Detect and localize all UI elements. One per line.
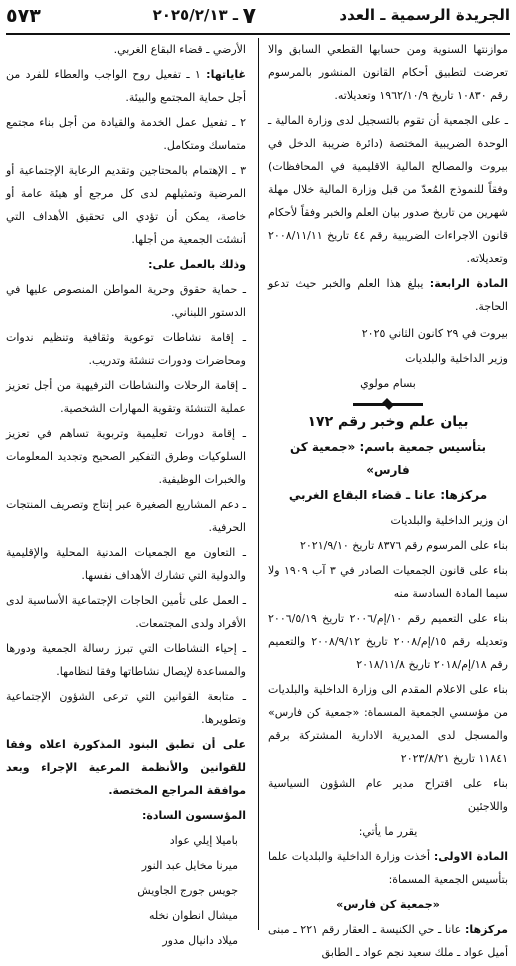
minister-title: وزير الداخلية والبلديات: [405, 352, 508, 365]
page-number: ٥٧٣: [6, 5, 41, 27]
article-text: يبلغ هذا العلم والخبر حيث تدعو الحاجة.: [268, 277, 508, 313]
paragraph: بناء على المرسوم رقم ٨٣٧٦ تاريخ ٢٠٢١/٩/١٠: [299, 539, 508, 552]
founder-name: ميشال انطوان نخله: [148, 909, 238, 922]
goal-item: ١ ـ تفعيل روح الواجب والعطاء للفرد من أجل حماية المجتمع والبيئة.: [6, 68, 246, 104]
goals-label: غاياتها:: [206, 68, 246, 81]
minister-signature: بسام مولوي: [360, 377, 416, 390]
method-item: ـ حماية حقوق وحرية المواطن المنصوص عليها في الدستور اللبناني.: [6, 283, 246, 319]
closing-statement: على أن تطبق البنود المذكورة اعلاه وفقا للقوانين والأنظمة المرعية الإجراء وبعد موافقة المراجع المختصة.: [6, 738, 246, 797]
page-header: [6, 4, 510, 34]
association-name: «جمعية كن فارس»: [336, 898, 440, 911]
method-item: ـ إقامة الرحلات والنشاطات الترفيهية من أجل تعزيز عملية التنشئة وتقوية المهارات الشخصية.: [6, 379, 246, 415]
column-divider: [258, 38, 259, 930]
method-item: ـ متابعة القوانين التي ترعى الشؤون الإجتماعية وتطويرها.: [6, 690, 246, 726]
founders-heading: المؤسسون السادة:: [141, 809, 246, 822]
article-text: أخذت وزارة الداخلية والبلديات علما بتأسيس الجمعية المسماة:: [268, 850, 508, 886]
article-label: المادة الرابعة:: [429, 277, 508, 290]
paragraph: ان وزير الداخلية والبلديات: [390, 514, 508, 527]
founder-name: ميلاد دانيال مدور: [162, 934, 238, 947]
paragraph: بناء على اقتراح مدير عام الشؤون السياسية واللاجئين: [268, 777, 508, 813]
method-item: ـ التعاون مع الجمعيات المدنية المحلية والإقليمية والدولية التي تشارك الأهداف نفسها.: [6, 546, 246, 582]
header-rule: [6, 33, 510, 35]
issue-date: ـ ٢٠٢٥/٢/١٣: [152, 6, 238, 24]
method-item: ـ إقامة دورات تعليمية وتربوية تساهم في تعزيز السلوكيات وطرق التفكير الصحيح وتجديد المعلومات والخبرات الوظيفية.: [6, 427, 246, 486]
notice-subtitle: مركزها: عانا ـ قضاء البقاع الغربي: [288, 488, 488, 502]
date-line: بيروت في ٢٩ كانون الثاني ٢٠٢٥: [361, 327, 508, 340]
section-separator: [353, 401, 423, 407]
method-item: ـ إقامة نشاطات توعوية وثقافية وتنظيم ندوات ومحاضرات ودورات تنشئة وتدريب.: [6, 331, 246, 367]
paragraph: الأرضي ـ قضاء البقاع الغربي.: [113, 43, 246, 56]
hq-label: مركزها:: [464, 923, 508, 936]
notice-title: بيان علم وخبر رقم ١٧٢: [307, 414, 469, 430]
hq-text: عانا ـ حي الكنيسة ـ العقار رقم ٢٢١ ـ مبنى أميل عواد ـ ملك سعيد نجم عواد ـ الطابق: [268, 923, 508, 959]
paragraph: موازنتها السنوية ومن حسابها القطعي السابق والا تعرضت لتطبيق أحكام القانون المنشور بالمرسوم رقم ١٠٨٣٠ تاريخ ١٩٦٢/١٠/٩ وتعديلاته.: [268, 43, 508, 102]
method-item: ـ إحياء النشاطات التي تبرز رسالة الجمعية ودورها والمساعدة لإيصال نشاطاتها وفقا لنظامها.: [6, 642, 246, 678]
right-column: [268, 38, 508, 966]
paragraph: بناء على التعميم رقم ١٠/إم/٢٠٠٦ تاريخ ٢٠٠٦/٥/١٩ وتعديله رقم ١٥/إم/٢٠٠٨ تاريخ ٢٠٠٨/٩/١٢ والتعميم رقم ١٨/إم/٢٠١٨ تاريخ ٢٠١٨/١١/٨: [268, 612, 508, 671]
article-label: المادة الاولى:: [433, 850, 508, 863]
left-column: [6, 38, 246, 954]
notice-subtitle: بتأسيس جمعية باسم: «جمعية كن فارس»: [289, 440, 487, 477]
article-4: [268, 272, 508, 318]
goal-item: ٢ ـ تفعيل عمل الخدمة والقيادة من أجل بناء مجتمع متماسك ومتكامل.: [6, 116, 246, 152]
founder-name: باميلا إيلي عواد: [169, 834, 238, 847]
decides-line: يقرر ما يأتي:: [358, 825, 418, 838]
goals: [6, 63, 246, 109]
paragraph: ـ على الجمعية أن تقوم بالتسجيل لدى وزارة المالية ـ الوحدة الضريبية المختصة (دائرة ضريبة الدخل في بيروت والمصالح المالية الاقليمية في المحافظات) وفقاً للنموذج المُعدّ من قبل وزارة المالية خلال مهلة شهرين من تاريخ صدور بيان العلم والخبر وفقاً لأحكام قانون الاجراءات الضريبية رقم ٤٤ تاريخ ٢٠٠٨/١١/١١ وتعديلاته.: [268, 114, 508, 265]
paragraph: بناء على الاعلام المقدم الى وزارة الداخلية والبلديات من مؤسسي الجمعية المسماة: «جمعية كن فارس» والمسجل لدى المديرية الادارية المشتركة برقم ١١٨٤١ تاريخ ٢٠٢٣/٨/٢١: [268, 683, 508, 765]
goal-item: ٣ ـ الإهتمام بالمحتاجين وتقديم الرعاية الإجتماعية أو المرضية وتمثيلهم لدى كل مرجع أو هيئة عامة أو خاصة، يمكن أن تؤدي الى تحقيق الأهداف التي أنشئت الجمعية من أجلها.: [6, 164, 246, 246]
method-item: ـ العمل على تأمين الحاجات الإجتماعية الأساسية لدى الأفراد ولدى المجتمعات.: [6, 594, 246, 630]
headquarters: [268, 918, 508, 964]
methods-heading: وذلك بالعمل على:: [148, 258, 246, 271]
article-1: [268, 845, 508, 891]
method-item: ـ دعم المشاريع الصغيرة عبر إنتاج وتصريف المنتجات الحرفية.: [6, 498, 246, 534]
gazette-title: الجريدة الرسمية ـ العدد: [339, 6, 510, 24]
founder-name: ميرنا مخايل عبد النور: [141, 859, 238, 872]
issue-number: ٧: [242, 4, 256, 29]
founder-name: جويس جورج الجاويش: [137, 884, 238, 897]
paragraph: بناء على قانون الجمعيات الصادر في ٣ آب ١٩٠٩ ولا سيما المادة السادسة منه: [268, 564, 508, 600]
